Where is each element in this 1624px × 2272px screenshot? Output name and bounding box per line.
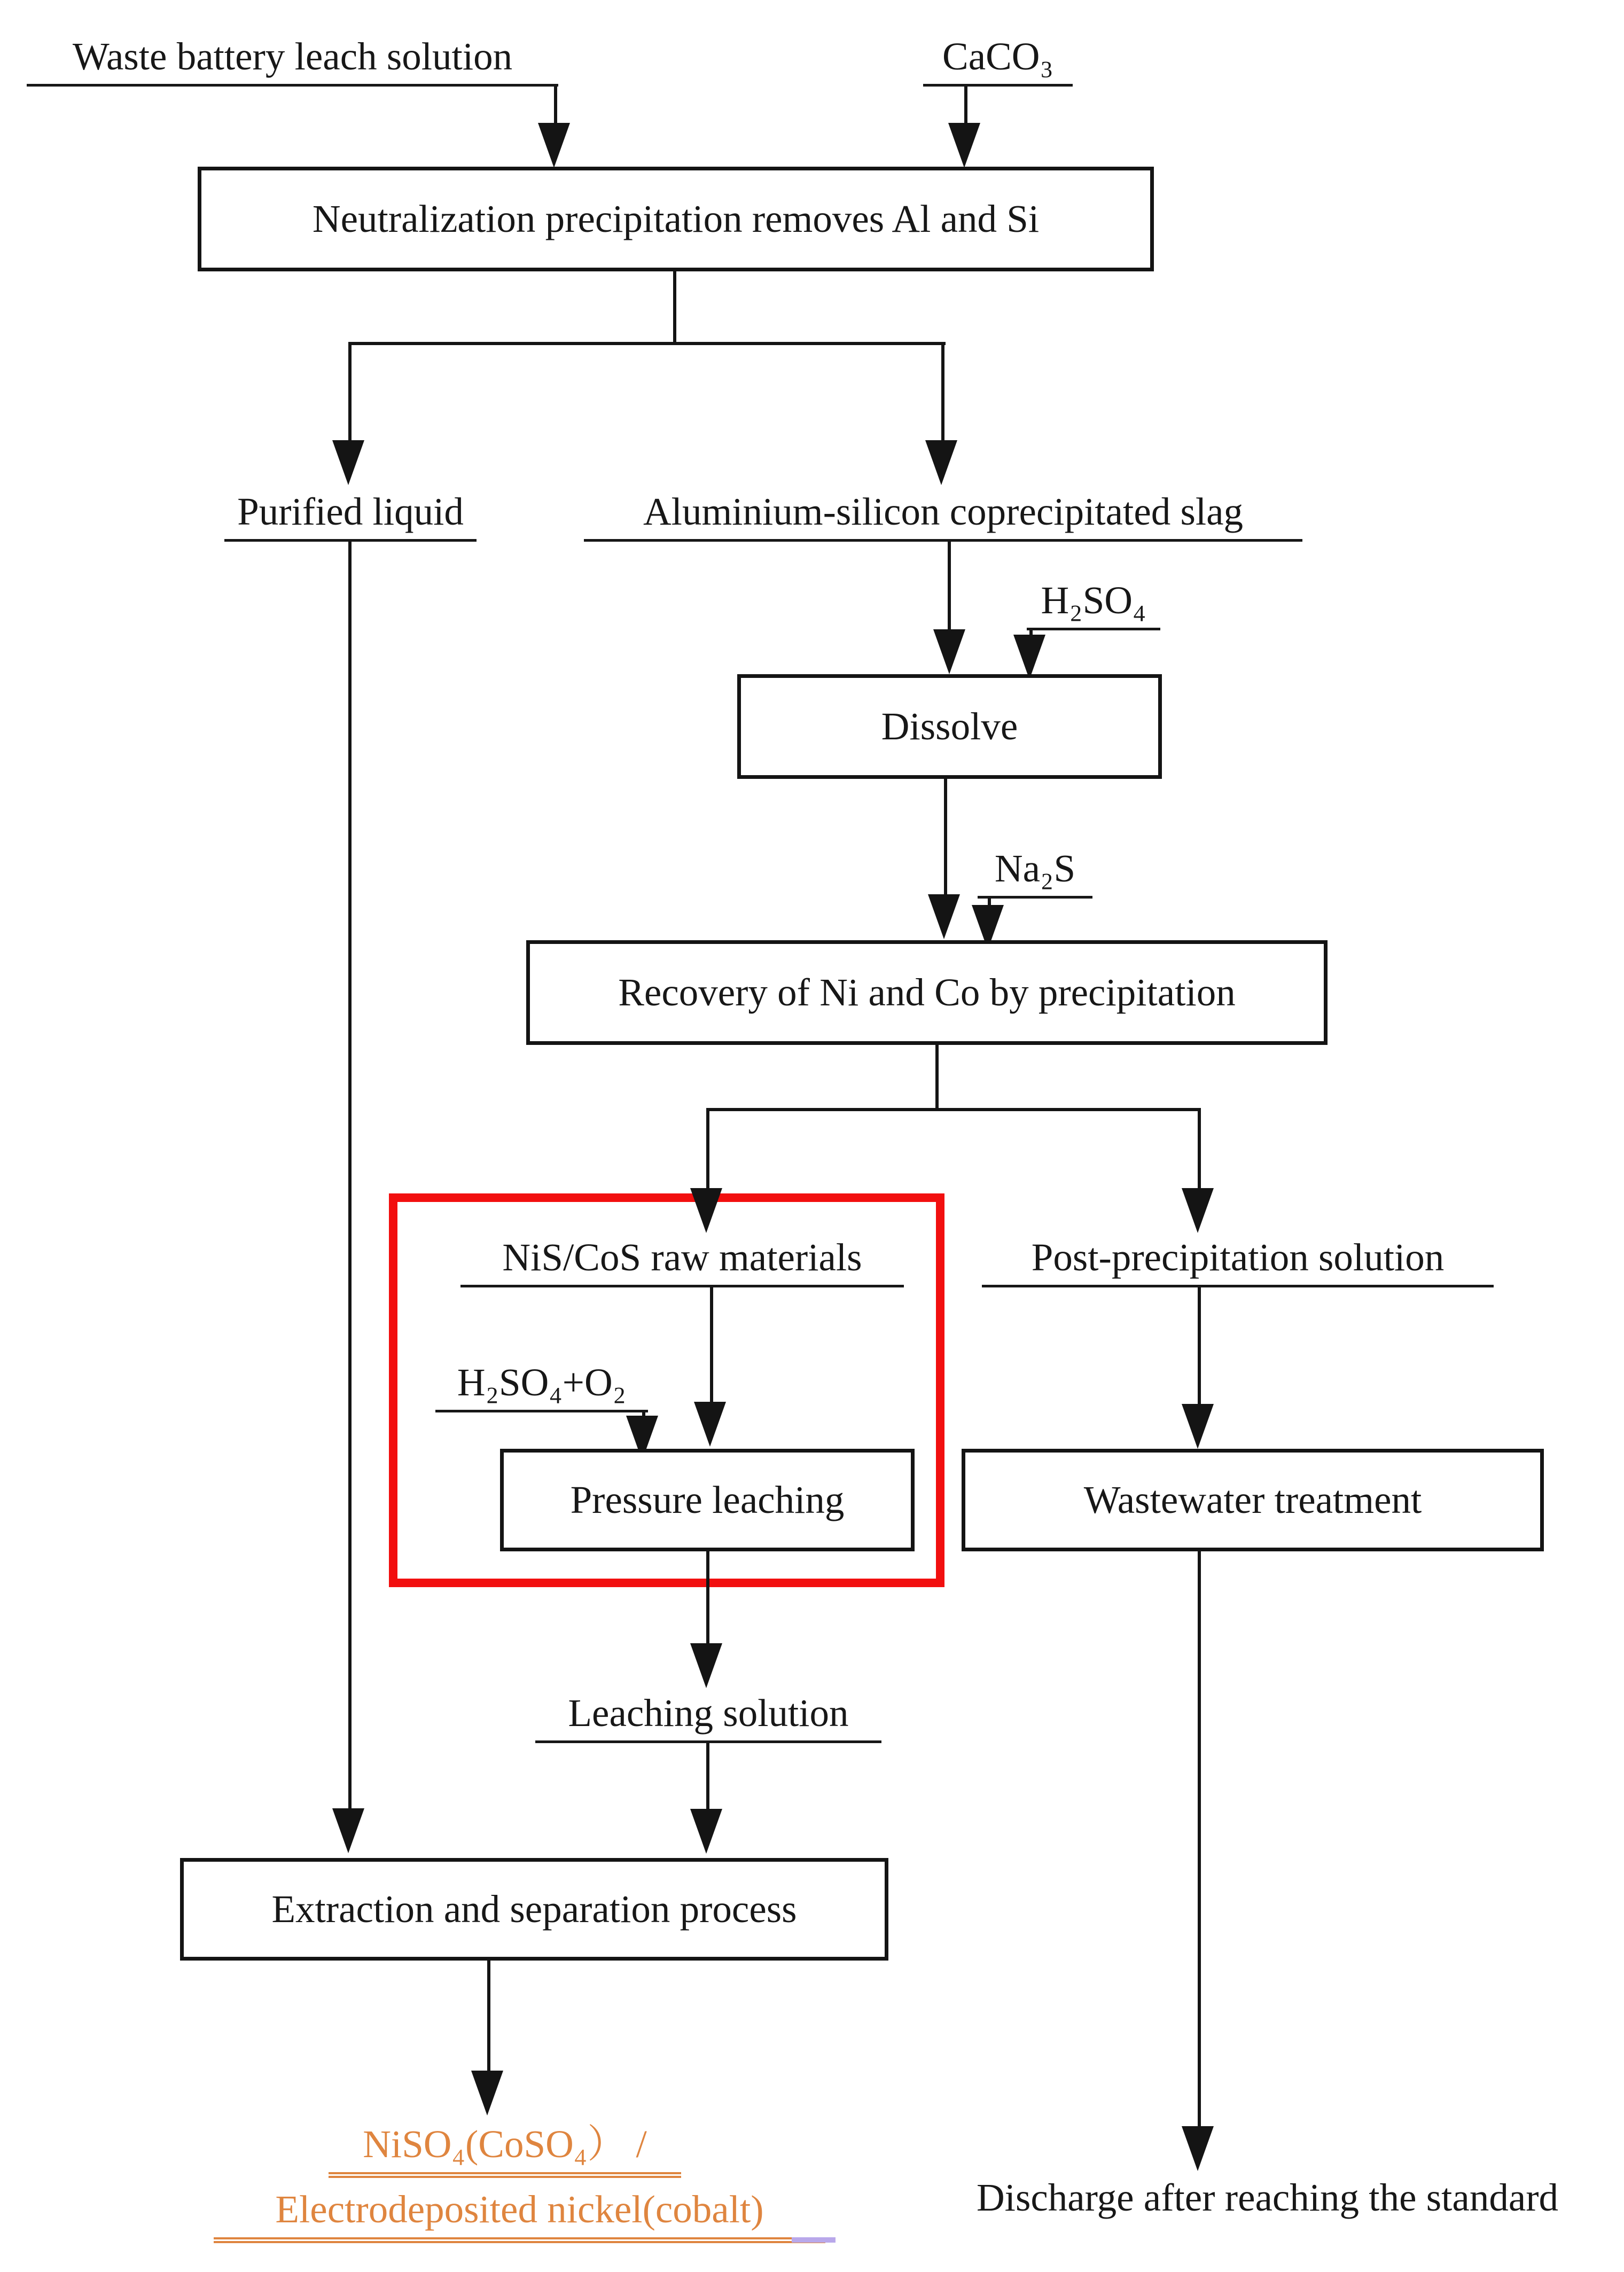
- label-discharge-standard: Discharge after reaching the standard: [976, 2176, 1559, 2219]
- box-neutralization-precipitation: Neutralization precipitation removes Al and Si: [198, 167, 1154, 271]
- box-dissolve: Dissolve: [737, 674, 1162, 779]
- arrowhead-purified-extraction-icon: [332, 1808, 364, 1853]
- connector-postprecipitation-to-wastewater: [1198, 1287, 1201, 1405]
- arrowhead-leaching-icon: [690, 1643, 722, 1688]
- arrowhead-waste-icon: [538, 123, 570, 168]
- connector-leaching-to-extraction: [706, 1743, 709, 1810]
- arrowhead-purified-icon: [332, 440, 364, 485]
- connector-extraction-to-product: [487, 1961, 490, 2072]
- label-purified-liquid: Purified liquid: [224, 489, 477, 542]
- connector-recovery-stem: [935, 1045, 939, 1111]
- arrowhead-slag-dissolve-icon: [933, 629, 965, 674]
- label-na2s: Na₂S: [978, 846, 1092, 899]
- connector-split2-right: [1198, 1108, 1201, 1189]
- connector-pressure-to-leaching: [706, 1551, 709, 1644]
- label-product-niso4-coso4: NiSO₄(CoSO₄） /: [329, 2122, 681, 2178]
- arrowhead-caco3-icon: [948, 123, 980, 168]
- label-waste-battery-leach-solution: Waste battery leach solution: [27, 34, 558, 87]
- box-pressure-leaching: Pressure leaching: [500, 1449, 915, 1551]
- connector-split1-right: [941, 342, 944, 441]
- arrowhead-wastewater-icon: [1182, 1404, 1214, 1449]
- connector-waste-to-neutralization: [554, 86, 557, 124]
- connector-caco3-to-neutralization: [964, 86, 967, 124]
- label-h2so4-plus-o2: H₂SO₄+O₂: [435, 1360, 648, 1412]
- connector-split2-left: [706, 1108, 709, 1189]
- label-nis-cos-raw-materials: NiS/CoS raw materials: [460, 1235, 904, 1287]
- connector-split1-left: [348, 342, 352, 441]
- connector-wastewater-to-discharge: [1198, 1551, 1201, 2127]
- box-extraction-separation: Extraction and separation process: [180, 1858, 888, 1961]
- label-post-precipitation-solution: Post-precipitation solution: [982, 1235, 1494, 1287]
- arrowhead-niscos-icon: [690, 1188, 722, 1233]
- label-aluminium-silicon-slag: Aluminium-silicon coprecipitated slag: [584, 489, 1302, 542]
- arrowhead-slag-icon: [925, 440, 957, 485]
- label-caco3: CaCO₃: [923, 34, 1073, 87]
- arrowhead-discharge-icon: [1182, 2126, 1214, 2171]
- connector-neutralization-stem: [673, 270, 676, 344]
- connector-split2-horizontal: [706, 1108, 1201, 1111]
- arrowhead-product-icon: [471, 2071, 503, 2115]
- connector-niscos-to-pressure: [710, 1287, 713, 1403]
- connector-dissolve-to-recovery: [944, 779, 947, 895]
- connector-na2s-stub: [988, 898, 991, 905]
- connector-purified-to-extraction: [348, 541, 352, 1809]
- label-h2so4: H₂SO₄: [1027, 578, 1160, 630]
- arrowhead-h2so4-icon: [1013, 635, 1045, 680]
- arrowhead-dissolve-recovery-icon: [928, 894, 960, 939]
- label-leaching-solution: Leaching solution: [535, 1691, 881, 1743]
- connector-slag-to-dissolve: [948, 541, 951, 630]
- arrowhead-postprecipitation-icon: [1182, 1188, 1214, 1233]
- underline-tail-lavender: [792, 2237, 836, 2243]
- arrowhead-niscos-pressure-icon: [694, 1402, 726, 1447]
- connector-split1-horizontal: [348, 342, 946, 345]
- box-wastewater-treatment: Wastewater treatment: [962, 1449, 1544, 1551]
- box-recovery-ni-co: Recovery of Ni and Co by precipitation: [526, 940, 1328, 1045]
- label-product-electrodeposited-nickel: Electrodeposited nickel(cobalt): [214, 2187, 825, 2243]
- arrowhead-leaching-extraction-icon: [690, 1809, 722, 1854]
